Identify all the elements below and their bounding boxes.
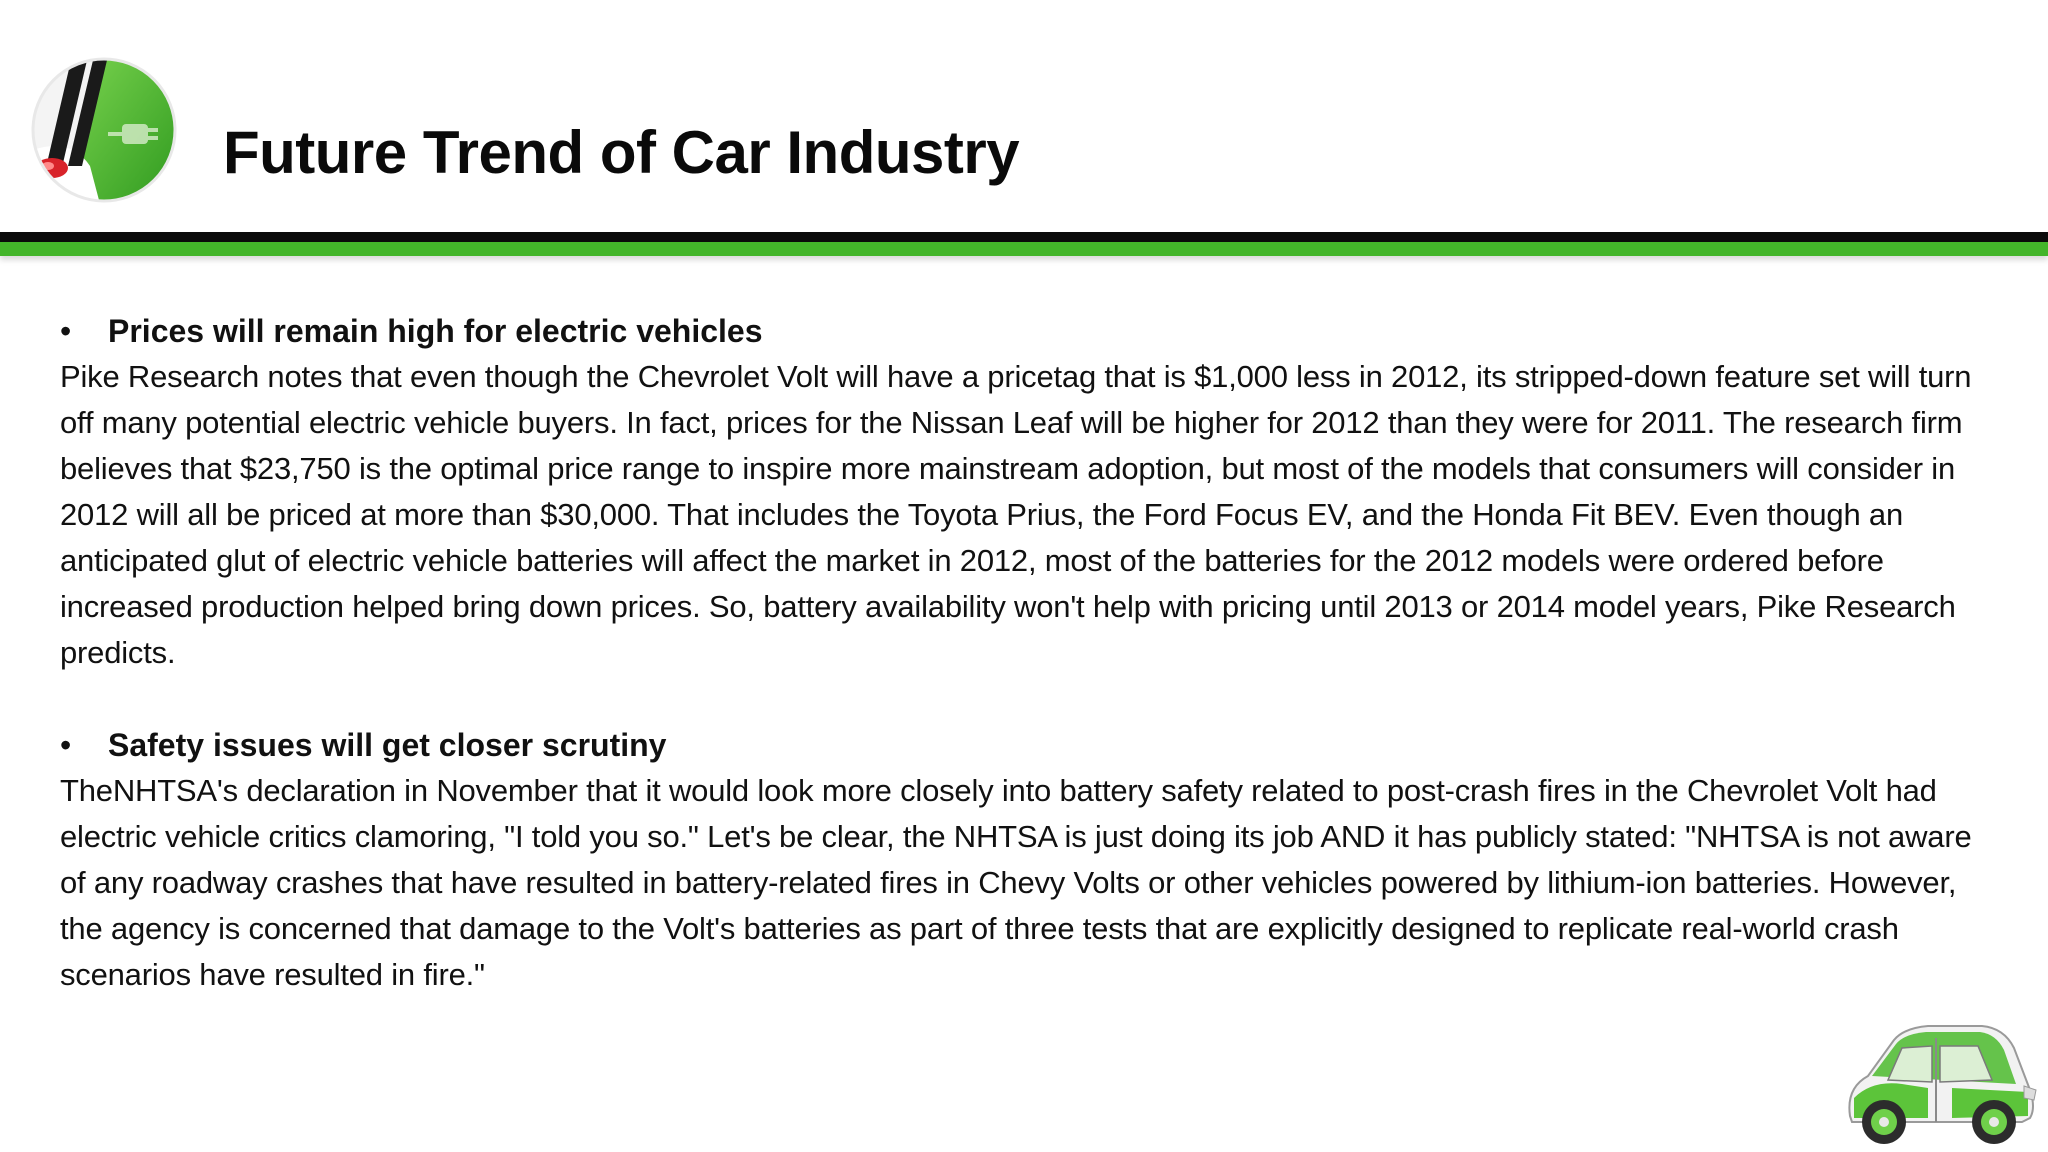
header-divider-black: [0, 232, 2048, 242]
green-electric-smart-car-icon: [1832, 1018, 2042, 1148]
slide-title: Future Trend of Car Industry: [223, 119, 1020, 186]
bullet-heading-safety: [60, 722, 1980, 768]
section-safety: [60, 722, 1980, 998]
bullet-heading-text: Prices will remain high for electric vehicles: [108, 313, 763, 349]
header-divider-green: [0, 242, 2048, 256]
bullet-heading-prices: [60, 308, 1980, 354]
section-prices: [60, 308, 1980, 676]
bullet-icon: •: [60, 313, 72, 349]
slide-content: [60, 308, 1980, 1044]
section-body-safety: TheNHTSA's declaration in November that it would look more closely into battery safety related to post-crash fires in the Chevrolet Volt had electric vehicle critics clamoring, "I told you so." Let's be clear, the NHTSA is just doing its job AND it has publicly stated: "NHTSA is not aware of any roadway crashes that have resulted in battery-related fires in Chevy Volts or other vehicles powered by lithium-ion batteries. However, the agency is concerned that damage to the Volt's batteries as part of three tests that are explicitly designed to replicate real-world crash scenarios have resulted in fire.": [60, 773, 1972, 992]
bullet-heading-text: Safety issues will get closer scrutiny: [108, 727, 667, 763]
section-body-prices: Pike Research notes that even though the Chevrolet Volt will have a pricetag that is $1,000 less in 2012, its stripped-down feature set will turn off many potential electric vehicle buyers. In fact, prices for the Nissan Leaf will be higher for 2012 than they were for 2011. The research firm believes that $23,750 is the optimal price range to inspire more mainstream adoption, but most of the models that consumers will consider in 2012 will all be priced at more than $30,000. That includes the Toyota Prius, the Ford Focus EV, and the Honda Fit BEV. Even though an anticipated glut of electric vehicle batteries will affect the market in 2012, most of the batteries for the 2012 models were ordered before increased production helped bring down prices. So, battery availability won't help with pricing until 2013 or 2014 model years, Pike Research predicts.: [60, 359, 1972, 670]
bullet-icon: •: [60, 727, 72, 763]
electric-car-plug-logo-icon: [30, 56, 178, 204]
